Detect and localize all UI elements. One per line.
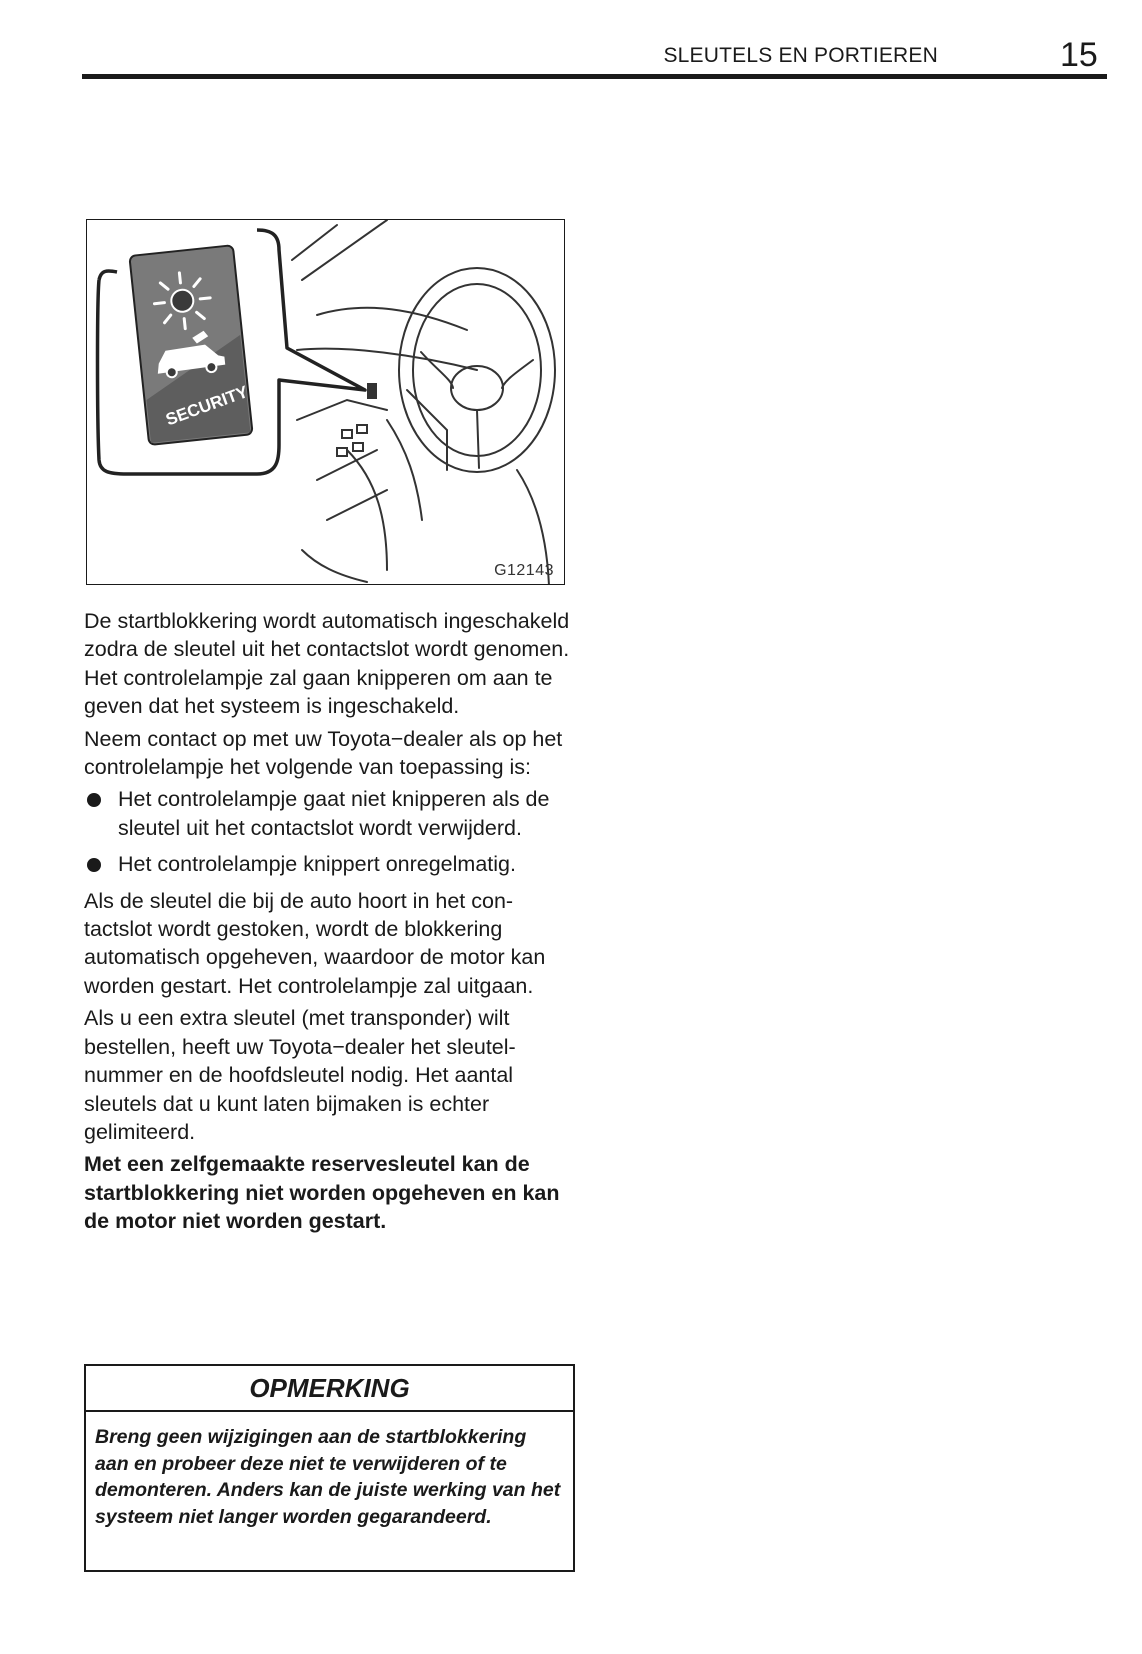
paragraph-4: Als u een extra sleutel (met transponder) wilt bestellen, heeft uw Toyota−dealer het sleutelnummer en de hoofdsleutel nodig. Het aantal sleutels dat u kunt laten bijmaken is echter gelimiteerd. bbox=[84, 1006, 516, 1144]
bullet-icon bbox=[87, 858, 101, 872]
figure-code: G12143 bbox=[494, 562, 554, 579]
paragraph-1: De startblokkering wordt automatisch ingeschakeld zodra de sleutel uit het contactslot wordt genomen. Het controlelampje zal gaan knipperen om aan te geven dat het systeem is ingeschakeld. bbox=[84, 609, 570, 719]
header-rule bbox=[82, 74, 1107, 79]
paragraph-3: Als de sleutel die bij de auto hoort in het contactslot wordt gestoken, wordt de blokkering automatisch opgeheven, waardoor de motor kan worden gestart. Het controlelampje zal uitgaan. bbox=[84, 888, 546, 998]
list-item-text: Het controlelampje gaat niet knipperen als de sleutel uit het contactslot wordt verwijderd. bbox=[118, 787, 550, 840]
paragraph-2: Neem contact op met uw Toyota−dealer als op het controlelampje het volgende van toepassing is: bbox=[84, 726, 563, 780]
security-indicator-illustration bbox=[86, 219, 565, 585]
list-item-text: Het controlelampje knippert onregelmatig. bbox=[118, 852, 516, 877]
note-box bbox=[84, 1364, 575, 1572]
note-title: OPMERKING bbox=[86, 1366, 573, 1412]
bullet-list bbox=[84, 785, 574, 878]
page-number: 15 bbox=[1060, 36, 1098, 74]
security-label: SECURITY bbox=[163, 382, 251, 430]
bold-warning: Met een zelfgemaakte reservesleutel kan de startblokkering niet worden opgeheven en kan de motor niet worden gestart. bbox=[84, 1152, 560, 1234]
section-title: SLEUTELS EN PORTIEREN bbox=[663, 44, 938, 67]
bullet-icon bbox=[87, 793, 101, 807]
body-text bbox=[84, 607, 574, 1240]
dashboard-drawing bbox=[87, 220, 565, 585]
list-item bbox=[84, 785, 574, 842]
note-text: Breng geen wijzigingen aan de startblokkering aan en probeer deze niet te verwijderen of te demonteren. Anders kan de juiste werking van het systeem niet langer worden gegarandeerd. bbox=[95, 1426, 561, 1528]
list-item bbox=[84, 850, 574, 878]
